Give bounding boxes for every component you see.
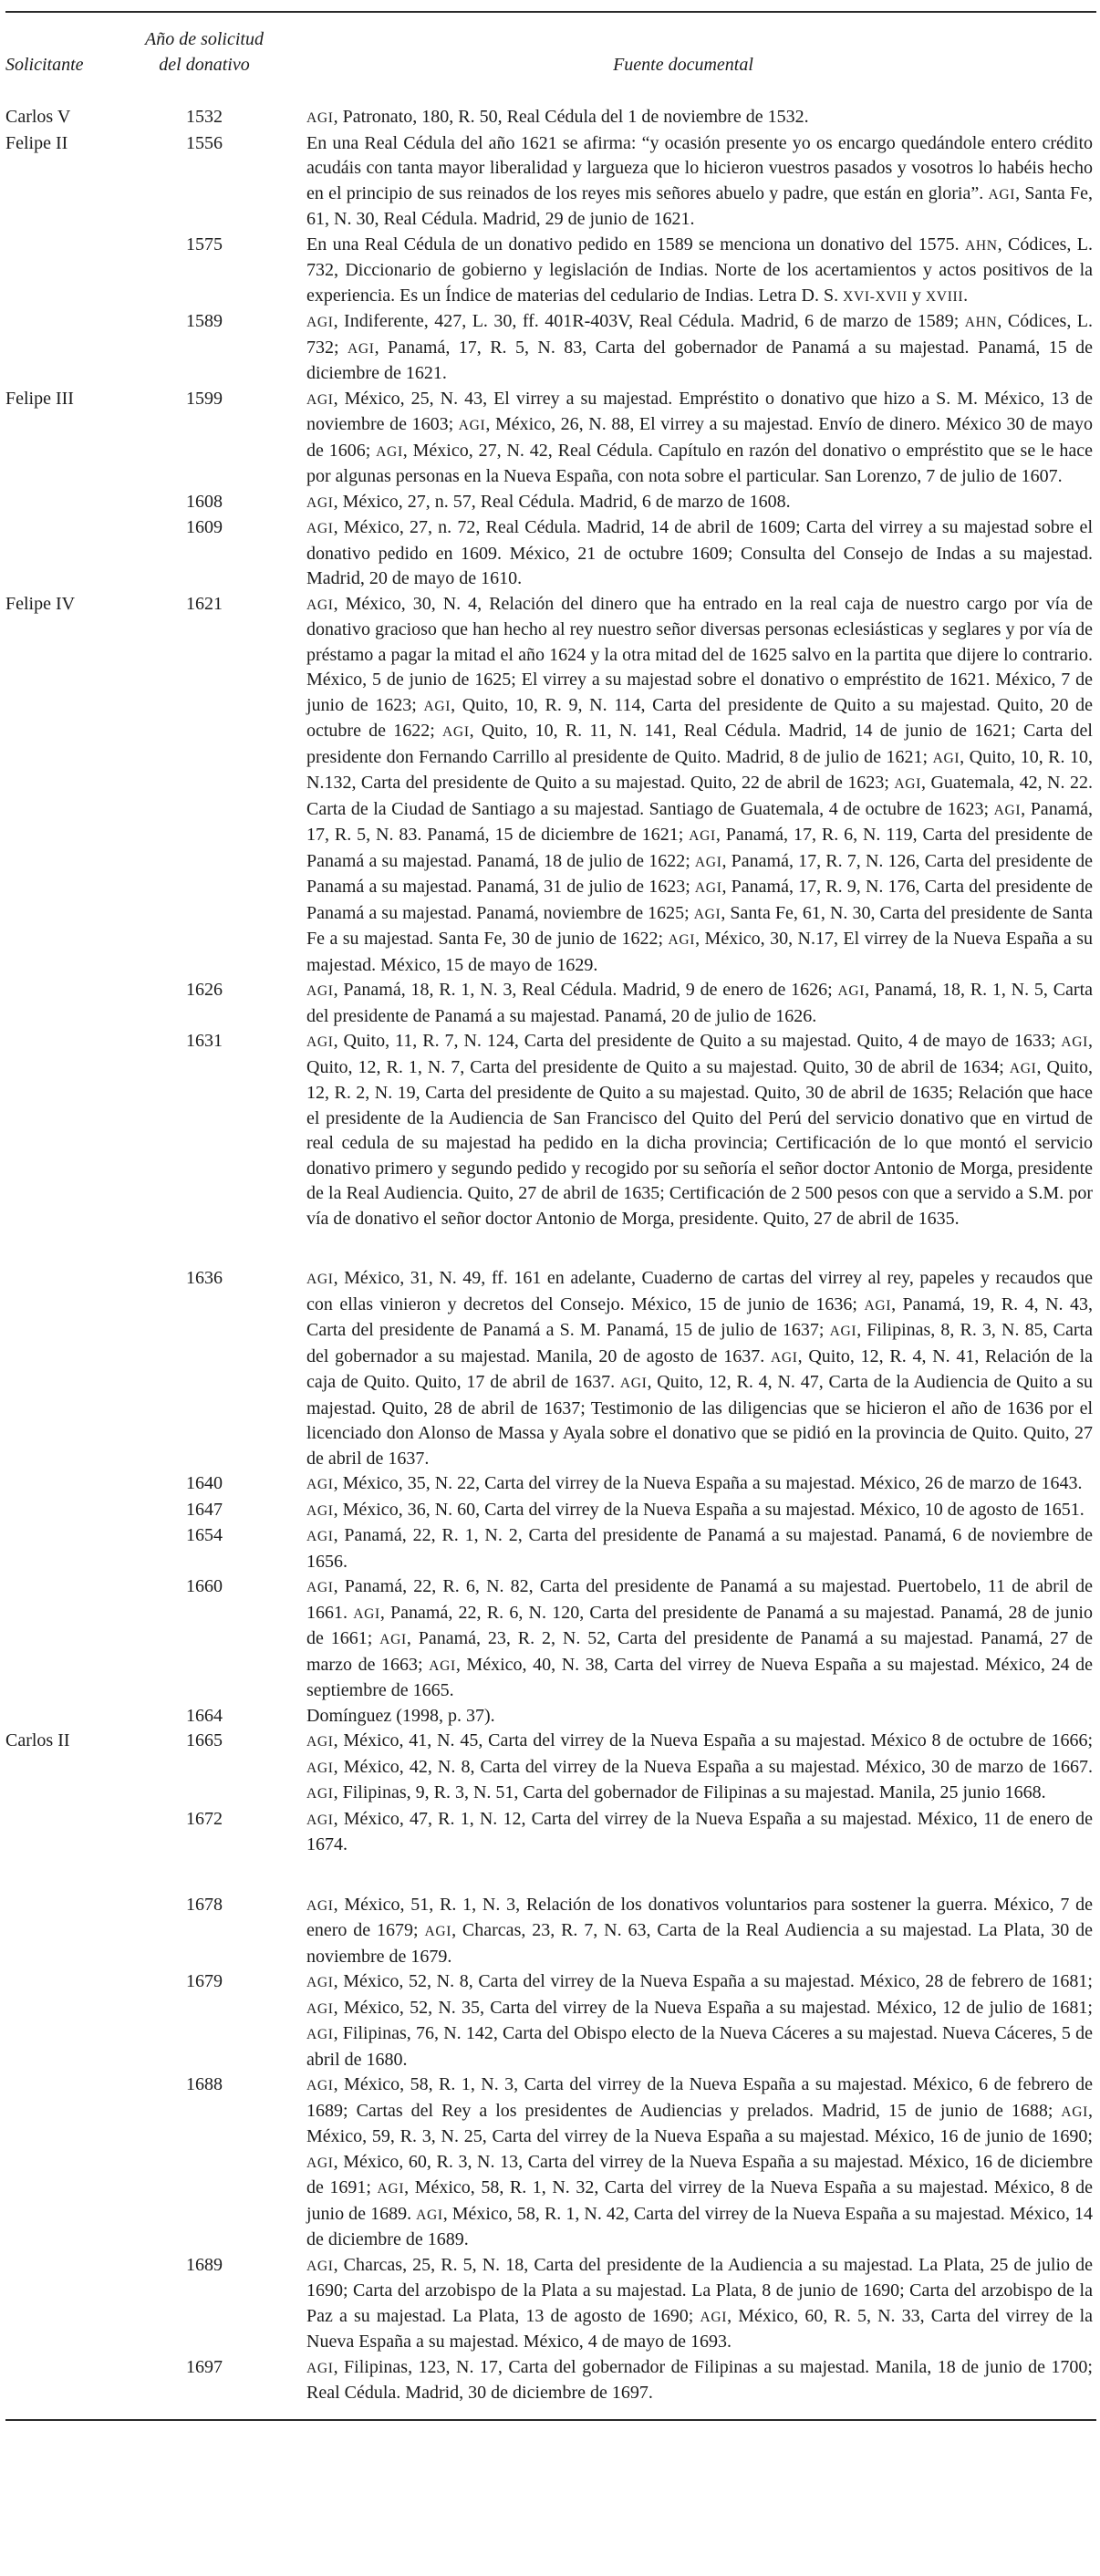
year-cell: 1532 [186, 107, 223, 127]
source-cell: AGI, México, 58, R. 1, N. 3, Carta del virrey de la Nueva España a su majestad. México, 6 de febrero de 1689; Cartas del Rey a los presidentes de Audiencias y prelados. Madrid, 15 de junio de 1688; AGI, México, 59, R. 3, N. 25, Carta del virrey de la Nueva España a su majestad. México, 16 de junio de 1690; AGI, México, 60, R. 3, N. 13, Carta del virrey de la Nueva España a su majestad. México, 16 de diciembre de 1691; AGI, México, 58, R. 1, N. 32, Carta del virrey de la Nueva España a su majestad. México, 8 de junio de 1689. AGI, México, 58, R. 1, N. 42, Carta del virrey de la Nueva España a su majestad. México, 14 de diciembre de 1689. [306, 2074, 1093, 2249]
header-ano [140, 27, 268, 78]
year-cell: 1575 [186, 234, 223, 254]
year-cell: 1599 [186, 388, 223, 409]
table-row [5, 2072, 1096, 2253]
source-cell: Domínguez (1998, p. 37). [306, 1705, 495, 1726]
year-cell: 1654 [186, 1525, 223, 1545]
source-cell: AGI, México, 51, R. 1, N. 3, Relación de los donativos voluntarios para sostener la guerra. México, 7 de enero de 1679; AGI, Charcas, 23, R. 7, N. 63, Carta de la Real Audiencia a su majestad. La Plata, 30 de noviembre de 1679. [306, 1894, 1093, 1967]
source-cell: AGI, Filipinas, 123, N. 17, Carta del gobernador de Filipinas a su majestad. Manila, 18 de junio de 1700; Real Cédula. Madrid, 30 de diciembre de 1697. [306, 2356, 1093, 2403]
table-row [5, 1029, 1096, 1231]
solicitante-cell: Felipe IV [5, 593, 76, 614]
solicitante-cell: Carlos V [5, 107, 71, 127]
year-cell: 1608 [186, 491, 223, 512]
year-cell: 1609 [186, 517, 223, 537]
solicitante-cell: Felipe III [5, 388, 74, 409]
source-cell: AGI, México, 30, N. 4, Relación del dinero que ha entrado en la real caja de nuestro cargo por vía de donativo gracioso que han hecho al rey nuestro señor diversas personas eclesiásticas y seglares y por vía de préstamo a pagar la mitad el año 1624 y la otra mitad del de 1625 salvo en la partita que dijere lo contrario. México, 5 de junio de 1625; El virrey a su majestad sobre el donativo o empréstito de 1621. México, 7 de junio de 1623; AGI, Quito, 10, R. 9, N. 114, Carta del presidente de Quito a su majestad. Quito, 20 de octubre de 1622; AGI, Quito, 10, R. 11, N. 141, Real Cédula. Madrid, 14 de junio de 1621; Carta del presidente don Fernando Carrillo al presidente de Quito. Madrid, 8 de julio de 1621; AGI, Quito, 10, R. 10, N.132, Carta del presidente de Quito a su majestad. Quito, 22 de abril de 1623; AGI, Guatemala, 42, N. 22. Carta de la Ciudad de Santiago a su majestad. Santiago de Guatemala, 4 de octubre de 1623; AGI, Panamá, 17, R. 5, N. 83. Panamá, 15 de diciembre de 1621; AGI, Panamá, 17, R. 6, N. 119, Carta del presidente de Panamá a su majestad. Panamá, 18 de julio de 1622; AGI, Panamá, 17, R. 7, N. 126, Carta del presidente de Panamá a su majestad. Panamá, 31 de julio de 1623; AGI, Panamá, 17, R. 9, N. 176, Carta del presidente de Panamá a su majestad. Panamá, noviembre de 1625; AGI, Santa Fe, 61, N. 30, Carta del presidente de Santa Fe a su majestad. Santa Fe, 30 de junio de 1622; AGI, México, 30, N.17, El virrey de la Nueva España a su majestad. México, 15 de mayo de 1629. [306, 593, 1094, 975]
year-cell: 1660 [186, 1576, 223, 1596]
header-ano-line2: del donativo [159, 54, 250, 75]
table-row [5, 233, 1096, 310]
donativos-table [5, 11, 1096, 2421]
source-cell: AGI, Indiferente, 427, L. 30, ff. 401R-403V, Real Cédula. Madrid, 6 de marzo de 1589; AHN, Códices, L. 732; AGI, Panamá, 17, R. 5, N. 83, Carta del gobernador de Panamá a su majestad. Panamá, 15 de diciembre de 1621. [306, 311, 1094, 383]
header-ano-line1: Año de solicitud [145, 29, 264, 49]
table-header [5, 13, 1096, 78]
year-cell: 1647 [186, 1499, 223, 1520]
year-cell: 1640 [186, 1473, 223, 1493]
source-cell: AGI, México, 27, n. 57, Real Cédula. Madrid, 6 de marzo de 1608. [306, 491, 791, 512]
table-row [5, 1893, 1096, 1970]
table-row [5, 1471, 1096, 1498]
year-cell: 1636 [186, 1268, 223, 1288]
table-row [5, 2355, 1096, 2406]
header-solicitante: Solicitante [5, 54, 84, 75]
table-body [5, 105, 1096, 2406]
table-row [5, 592, 1096, 979]
source-cell: AGI, Quito, 11, R. 7, N. 124, Carta del presidente de Quito a su majestad. Quito, 4 de mayo de 1633; AGI, Quito, 12, R. 1, N. 7, Carta del presidente de Quito a su majestad. Quito, 30 de abril de 1634; AGI, Quito, 12, R. 2, N. 19, Carta del presidente de Quito a su majestad. Quito, 30 de abril de 1635; Relación que hace el presidente de la Audiencia de San Francisco del Quito del Perú del servicio donativo que en virtud de real cedula de su majestad ha pedido en la dicha provincia; Certificación de lo que montó el servicio donativo primero y segundo pedido y recogido por su señoría el señor doctor Antonio de Morga, presidente de la Real Audiencia. Quito, 27 de abril de 1635; Certificación de 2 500 pesos con que a servido a S.M. por vía de donativo el señor doctor Antonio de Morga, presidente. Quito, 27 de abril de 1635. [306, 1031, 1094, 1229]
year-cell: 1697 [186, 2356, 223, 2377]
source-cell: AGI, México, 25, N. 43, El virrey a su majestad. Empréstito o donativo que hizo a S. M. México, 13 de noviembre de 1603; AGI, México, 26, N. 88, El virrey a su majestad. Envío de dinero. México 30 de mayo de 1606; AGI, México, 27, N. 42, Real Cédula. Capítulo en razón del donativo o empréstito que se le hace por algunas personas en la Nueva España, con nota sobre el particular. San Lorenzo, 7 de julio de 1607. [306, 388, 1093, 486]
table-row [5, 387, 1096, 490]
table-row [5, 309, 1096, 387]
table-row [5, 1523, 1096, 1574]
source-cell: AGI, Panamá, 22, R. 1, N. 2, Carta del presidente de Panamá a su majestad. Panamá, 6 de noviembre de 1656. [306, 1525, 1093, 1572]
year-cell: 1678 [186, 1894, 223, 1915]
solicitante-cell: Carlos II [5, 1730, 70, 1750]
year-cell: 1626 [186, 980, 223, 1000]
year-cell: 1665 [186, 1730, 223, 1750]
table-row [5, 1704, 1096, 1729]
year-cell: 1664 [186, 1705, 223, 1726]
source-cell: AGI, México, 31, N. 49, ff. 161 en adelante, Cuaderno de cartas del virrey al rey, papeles y recaudos que con ellas vinieron y decretos del Consejo. México, 15 de junio de 1636; AGI, Panamá, 19, R. 4, N. 43, Carta del presidente de Panamá a S. M. Panamá, 15 de julio de 1637; AGI, Filipinas, 8, R. 3, N. 85, Carta del gobernador a su majestad. Manila, 20 de agosto de 1637. AGI, Quito, 12, R. 4, N. 41, Relación de la caja de Quito. Quito, 17 de abril de 1637. AGI, Quito, 12, R. 4, N. 47, Carta de la Audiencia de Quito a su majestad. Quito, 28 de abril de 1637; Testimonio de las diligencias que se hicieron el año de 1636 por el licenciado don Alonso de Massa y Ayala sobre el donativo que se pidió en la provincia de Quito. Quito, 27 de abril de 1637. [306, 1268, 1094, 1469]
table-row [5, 1807, 1096, 1858]
source-cell: AGI, México, 52, N. 8, Carta del virrey de la Nueva España a su majestad. México, 28 de febrero de 1681; AGI, México, 52, N. 35, Carta del virrey de la Nueva España a su majestad. México, 12 de julio de 1681; AGI, Filipinas, 76, N. 142, Carta del Obispo electo de la Nueva Cáceres a su majestad. Nueva Cáceres, 5 de abril de 1680. [306, 1971, 1093, 2070]
source-cell: AGI, México, 47, R. 1, N. 12, Carta del virrey de la Nueva España a su majestad. México, 11 de enero de 1674. [306, 1808, 1093, 1854]
table-row [5, 2253, 1096, 2355]
source-cell: AGI, Panamá, 22, R. 6, N. 82, Carta del presidente de Panamá a su majestad. Puertobelo, 11 de abril de 1661. AGI, Panamá, 22, R. 6, N. 120, Carta del presidente de Panamá a su majestad. Panamá, 28 de junio de 1661; AGI, Panamá, 23, R. 2, N. 52, Carta del presidente de Panamá a su majestad. Panamá, 27 de marzo de 1663; AGI, México, 40, N. 38, Carta del virrey de Nueva España a su majestad. México, 24 de septiembre de 1665. [306, 1576, 1094, 1700]
year-cell: 1621 [186, 593, 223, 614]
year-cell: 1556 [186, 132, 223, 153]
year-cell: 1672 [186, 1808, 223, 1829]
table-row [5, 1574, 1096, 1704]
table-row [5, 1498, 1096, 1524]
source-cell: AGI, México, 27, n. 72, Real Cédula. Madrid, 14 de abril de 1609; Carta del virrey a su majestad sobre el donativo pedido en 1609. México, 21 de octubre 1609; Consulta del Consejo de Indas a su majestad. Madrid, 20 de mayo de 1610. [306, 517, 1093, 588]
table-row [5, 1729, 1096, 1807]
table-row [5, 131, 1096, 233]
table-row [5, 1266, 1096, 1471]
source-cell: AGI, Panamá, 18, R. 1, N. 3, Real Cédula. Madrid, 9 de enero de 1626; AGI, Panamá, 18, R. 1, N. 5, Carta del presidente de Panamá a su majestad. Panamá, 20 de julio de 1626. [306, 980, 1094, 1026]
source-cell: AGI, México, 35, N. 22, Carta del virrey de la Nueva España a su majestad. México, 26 de marzo de 1643. [306, 1473, 1083, 1493]
year-cell: 1689 [186, 2254, 223, 2275]
header-fuente: Fuente documental [613, 54, 753, 75]
table-row [5, 105, 1096, 131]
source-cell: AGI, Charcas, 25, R. 5, N. 18, Carta del presidente de la Audiencia a su majestad. La Plata, 25 de julio de 1690; Carta del arzobispo de la Plata a su majestad. La Plata, 8 de junio de 1690; Carta del arzobispo de la Paz a su majestad. La Plata, 13 de agosto de 1690; AGI, México, 60, R. 5, N. 33, Carta del virrey de la Nueva España a su majestad. México, 4 de mayo de 1693. [306, 2254, 1094, 2352]
year-cell: 1589 [186, 311, 223, 331]
table-row [5, 490, 1096, 516]
table-row [5, 1969, 1096, 2072]
source-cell: En una Real Cédula de un donativo pedido en 1589 se menciona un donativo del 1575. AHN, Códices, L. 732, Diccionario de gobierno y legislación de Indias. Norte de los acertamientos y actos positivos de la experiencia. Es un Índice de materias del cedulario de Indias. Letra D. S. XVI-XVII y XVIII. [306, 234, 1093, 306]
solicitante-cell: Felipe II [5, 132, 68, 153]
source-cell: AGI, México, 41, N. 45, Carta del virrey de la Nueva España a su majestad. México 8 de octubre de 1666; AGI, México, 42, N. 8, Carta del virrey de la Nueva España a su majestad. México, 30 de marzo de 1667. AGI, Filipinas, 9, R. 3, N. 51, Carta del gobernador de Filipinas a su majestad. Manila, 25 junio 1668. [306, 1730, 1093, 1802]
year-cell: 1688 [186, 2074, 223, 2094]
source-cell: En una Real Cédula del año 1621 se afirma: “y ocasión presente yo os encargo quedándole entero crédito acudáis con tanta mayor liberalidad y largueza que lo hicieron vuestros pasados y vosotros lo habéis hecho en el principio de sus reinados de los reyes mis señores abuelo y padre, que están en gloria”. AGI, Santa Fe, 61, N. 30, Real Cédula. Madrid, 29 de junio de 1621. [306, 132, 1093, 229]
source-cell: AGI, Patronato, 180, R. 50, Real Cédula del 1 de noviembre de 1532. [306, 107, 809, 127]
year-cell: 1631 [186, 1031, 223, 1051]
year-cell: 1679 [186, 1971, 223, 1991]
table-row [5, 515, 1096, 592]
table-row [5, 978, 1096, 1029]
source-cell: AGI, México, 36, N. 60, Carta del virrey de la Nueva España a su majestad. México, 10 de agosto de 1651. [306, 1499, 1084, 1520]
